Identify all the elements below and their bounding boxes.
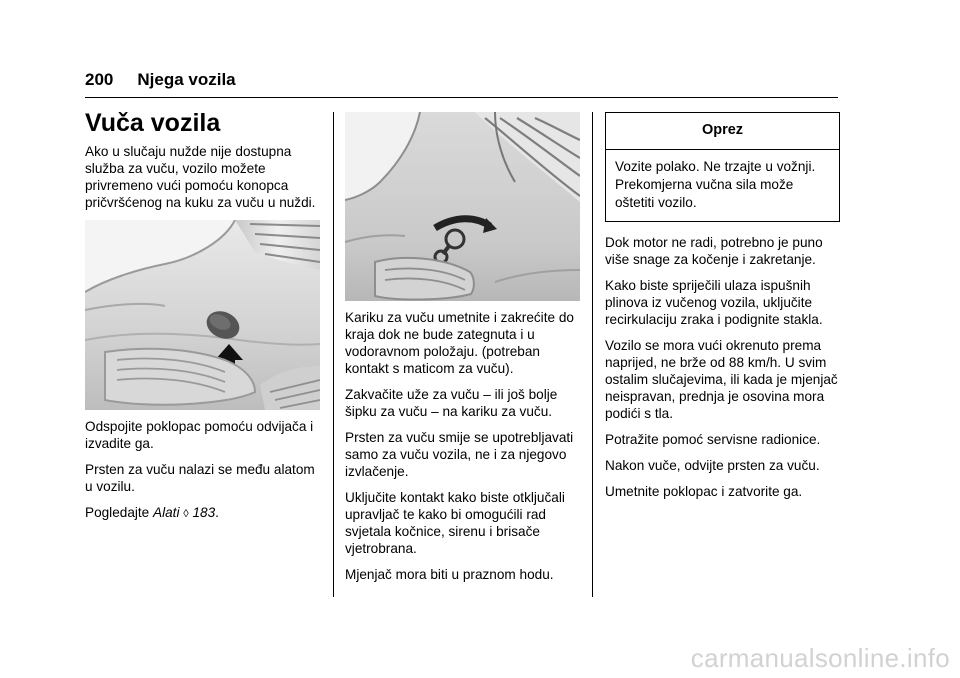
column-3 (605, 112, 838, 509)
column-2 (345, 112, 580, 592)
paragraph-recirculation: Kako biste spriječili ulaza ispušnih plinova iz vučenog vozila, uključite recirkulaciju zraka i podignite stakla. (605, 278, 823, 327)
header-rule (85, 97, 838, 98)
section-title: Vuča vozila (85, 109, 221, 137)
chapter-title: Njega vozila (137, 70, 236, 89)
figure-tow-eye-install (345, 112, 580, 301)
page-number: 200 (85, 70, 114, 89)
paragraph-direction-speed: Vozilo se mora vući okrenuto prema naprijed, ne brže od 88 km/h. U svim ostalim slučajevima, ili kada je mjenjač neispravan, prednja je osovina mora podići s tla. (605, 338, 838, 421)
paragraph-service: Potražite pomoć servisne radionice. (605, 432, 821, 447)
paragraph-ring-location: Prsten za vuču nalazi se među alatom u vozilu. (85, 462, 315, 494)
page-ref-icon: ◊ (183, 508, 189, 520)
column-divider-1 (333, 112, 334, 597)
paragraph-insert-ring: Kariku za vuču umetnite i zakrećite do kraja dok ne bude zategnuta i u vodoravnom položaju. (potreban kontakt s maticom za vuču). (345, 310, 574, 376)
paragraph-attach-rope: Zakvačite uže za vuču – ili još bolje šipku za vuču – na kariku za vuču. (345, 387, 558, 419)
paragraph-neutral: Mjenjač mora biti u praznom hodu. (345, 567, 554, 582)
column-divider-2 (592, 112, 593, 597)
caution-text: Vozite polako. Ne trzajte u vožnji. Prekomjerna vučna sila može oštetiti vozilo. (615, 159, 816, 210)
tools-link[interactable]: Alati (153, 505, 180, 520)
caution-title: Oprez (606, 113, 839, 150)
paragraph-insert-cover: Umetnite poklopac i zatvorite ga. (605, 484, 803, 499)
intro-paragraph: Ako u slučaju nužde nije dostupna služba za vuču, vozilo možete privremeno vući pomoću konopca pričvršćenog na kuku za vuču u nuždi. (85, 144, 316, 210)
page-ref-number[interactable]: 183 (192, 505, 216, 520)
tow-eye-illustration (345, 112, 580, 301)
caution-box (605, 112, 840, 222)
paragraph-reference: Pogledajte Alati ◊ 183. (85, 505, 219, 520)
paragraph-remove-cover: Odspojite poklopac pomoću odvijača i izvadite ga. (85, 419, 314, 451)
bumper-cover-illustration (85, 220, 320, 410)
figure-tow-eye-cover (85, 220, 320, 410)
paragraph-ring-usage: Prsten za vuču smije se upotrebljavati samo za vuču vozila, ne i za njegovo izvlačenje. (345, 430, 574, 479)
paragraph-unscrew-ring: Nakon vuče, odvijte prsten za vuču. (605, 458, 820, 473)
paragraph-engine-off: Dok motor ne radi, potrebno je puno više snage za kočenje i zakretanje. (605, 235, 823, 267)
page-header (85, 70, 236, 90)
column-1 (85, 108, 320, 532)
paragraph-ignition: Uključite kontakt kako biste otključali upravljač te kako bi omogućili rad svjetala kočnice, sirenu i brisače vjetrobrana. (345, 490, 565, 556)
watermark: carmanualsonline.info (690, 643, 950, 673)
